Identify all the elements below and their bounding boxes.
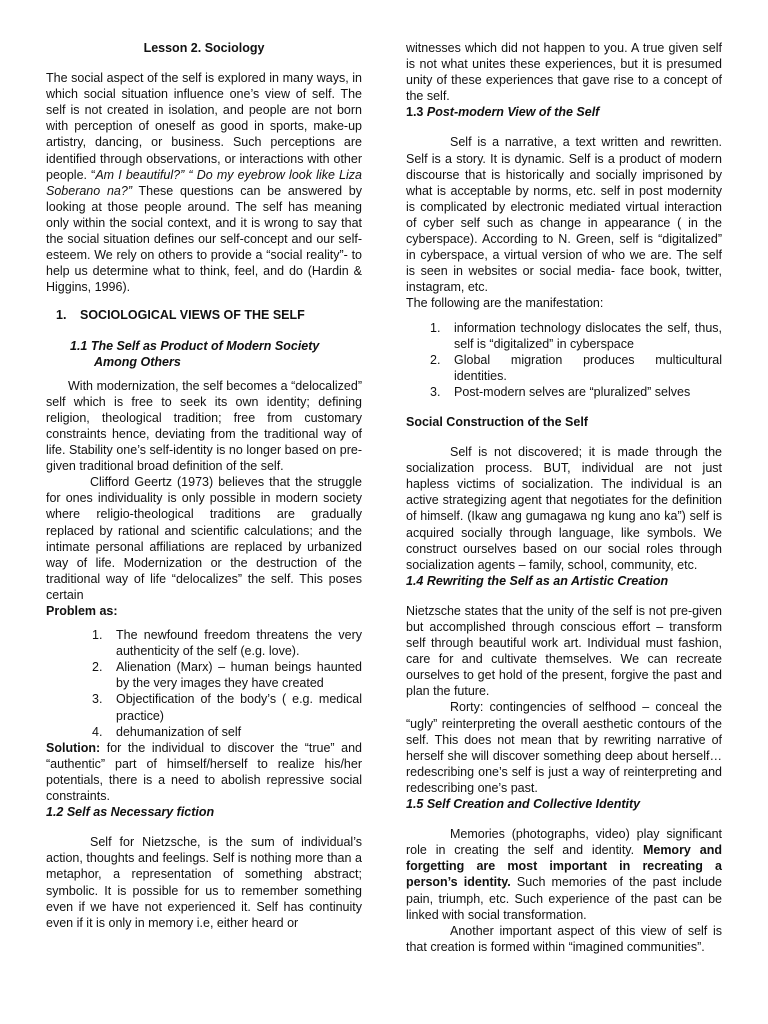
subheading-1-1-line2: Among Others <box>94 354 181 369</box>
memories-paragraph <box>406 826 722 923</box>
nietzsche-unity-paragraph: Nietzsche states that the unity of the self is not pre-given but accomplished through conscious effort – transform self through beautiful work art. Individual must fashion, care for and cultivate themselves. We can recreate ourselves to get hold of the present, forgive the past and plan the future. <box>406 603 722 699</box>
intro-text-a: The social aspect of the self is explored in many ways, in which social situation influence one’s view of self. The self is not created in isolation, and people are not born with perception of oneself as good in sports, make-up artistry, dancing, or business. Such perceptions are identified through observations, or interactions with other people. “ <box>46 71 362 182</box>
problem-list <box>46 627 362 740</box>
intro-paragraph <box>46 70 362 295</box>
nietzsche-paragraph: Self for Nietzsche, is the sum of individual’s action, thoughts and feelings. Self is nothing more than a metaphor, a representation of something abstract; symbolic. It is possible for us to remember something even if we have not experienced it. Self has continuity even if it is only in memory i.e, either heard or <box>46 835 362 930</box>
modernization-paragraph: With modernization, the self becomes a “delocalized” self which is free to seek its own identity; defining religion, theological tradition; free from customary constraints hence, deviating from the traditional way of life. Stability one’s self-identity is no longer based on pre-given traditional broad definition of the self. <box>46 378 362 474</box>
manifestation-intro: The following are the manifestation: <box>406 296 604 311</box>
lesson-title: Lesson 2. Sociology <box>143 41 265 55</box>
list-item-text: dehumanization of self <box>116 724 242 739</box>
solution-text: for the individual to discover the “true” and “authentic” part of himself/herself to realize his/her potentials, there is a need to abolish repressive social constraints. <box>46 740 362 804</box>
list-item <box>430 352 722 384</box>
list-item <box>92 627 362 659</box>
list-item-text: Alienation (Marx) – human beings haunted by the very images they have created <box>116 660 362 691</box>
subheading-1-3-title: Post-modern View of the Self <box>426 105 600 120</box>
subheading-1-1 <box>46 338 362 370</box>
list-item <box>430 384 722 400</box>
subheading-1-3 <box>406 104 722 120</box>
rorty-paragraph: Rorty: contingencies of selfhood – conceal the “ugly” reinterpreting the overall aesthetic contours of the self. This does not mean that by rewriting narrative of herself she will discover something deep about herself… redescribing one’s self is just a way of reinterpreting and redescribing one’s past. <box>406 700 722 795</box>
manifestation-list <box>406 320 722 400</box>
list-item-number: 1. <box>92 628 103 643</box>
left-column <box>46 40 362 931</box>
section-title: SOCIOLOGICAL VIEWS OF THE SELF <box>80 308 305 323</box>
list-item-number: 2. <box>92 660 103 675</box>
continued-paragraph: witnesses which did not happen to you. A true given self is not what unites these experiences, but it is presumed unity of these experiences that gave rise to a concept of the self. <box>406 41 722 104</box>
geertz-paragraph: Clifford Geertz (1973) believes that the struggle for ones individuality is only possible in modern society where religio-theological traditions are gradually replaced by rational and scientific calculations; and the intimate personal affiliations are replaced by urbanized way of life. Modernization or the destruction of the traditional way of life “delocalizes” the self. This poses certain <box>46 475 362 602</box>
list-item-text: Global migration produces multicultural identities. <box>454 352 722 383</box>
list-item-number: 2. <box>430 352 441 367</box>
memories-bold: Memory and forgetting are most important in recreating a person’s identity. <box>406 843 722 890</box>
intro-question: Am I beautiful?” “ Do my eyebrow look like Liza Soberano na?” <box>46 167 362 198</box>
subheading-1-4: 1.4 Rewriting the Self as an Artistic Creation <box>406 573 669 588</box>
subheading-1-2: 1.2 Self as Necessary fiction <box>46 805 215 820</box>
subheading-1-5: 1.5 Self Creation and Collective Identity <box>406 797 641 812</box>
subheading-1-3-number: 1.3 <box>406 105 427 120</box>
problem-label: Problem as: <box>46 604 118 618</box>
imagined-communities-paragraph: Another important aspect of this view of self is that creation is formed within “imagined communities”. <box>406 923 722 954</box>
memories-text-a: Memories (photographs, video) play significant role in creating the self and identity. <box>406 827 722 858</box>
list-item <box>430 320 722 352</box>
memories-text-b: Such memories of the past include pain, triumph, etc. Such experience of the past can be linked with social transformation. <box>406 875 722 922</box>
right-column <box>406 40 722 955</box>
list-item-number: 3. <box>430 384 441 399</box>
list-item-text: The newfound freedom threatens the very authenticity of the self (e.g. love). <box>116 628 362 659</box>
list-item <box>92 724 362 740</box>
list-item-number: 4. <box>92 724 103 739</box>
subheading-1-1-line1: 1.1 The Self as Product of Modern Society <box>70 338 320 353</box>
list-item <box>92 659 362 691</box>
list-item <box>92 691 362 723</box>
social-construction-heading: Social Construction of the Self <box>406 414 588 429</box>
list-item-text: Objectification of the body’s ( e.g. medical practice) <box>116 692 362 723</box>
solution-paragraph <box>46 740 362 804</box>
section-heading-1 <box>46 307 362 323</box>
list-item-number: 3. <box>92 692 103 707</box>
list-item-text: information technology dislocates the self, thus, self is “digitalized” in cyberspace <box>454 320 722 351</box>
solution-label: Solution: <box>46 740 101 755</box>
narrative-paragraph: Self is a narrative, a text written and rewritten. Self is a story. It is dynamic. Self is a product of modern discourse that is historically and socially imprisoned by what is acceptable by norms, etc. self in post modernity is complicated by electronic mediated virtual interaction of cyber self such as change in appearance ( in the cyberspace). According to N. Green, self is “digitalized” in cyberspace, a virtual version of who we are. The self is seen in websites or social media- face book, twitter, instagram, etc. <box>406 135 722 295</box>
list-item-number: 1. <box>430 320 441 335</box>
social-construction-paragraph: Self is not discovered; it is made through the socialization process. BUT, individual are not just hapless victims of socialization. The individual is an active strategizing agent that negotiates for the definition of himself. (Ikaw ang gumagawa ng kung ano ka”) self is acquired socially through language, like symbols. We construct ourselves based on our social roles through socialization agents – family, school, community, etc. <box>406 445 722 572</box>
list-item-text: Post-modern selves are “pluralized” selves <box>454 384 691 399</box>
section-number: 1. <box>56 308 67 323</box>
intro-text-b: These questions can be answered by looking at those people around. The self has meaning only within the social context, and it is wrong to say that the social situation defines our self-concept and our self-esteem. We rely on others to provide a “social reality”- to help us determine what to think, feel, and do (Hardin & Higgins, 1996). <box>46 183 362 295</box>
